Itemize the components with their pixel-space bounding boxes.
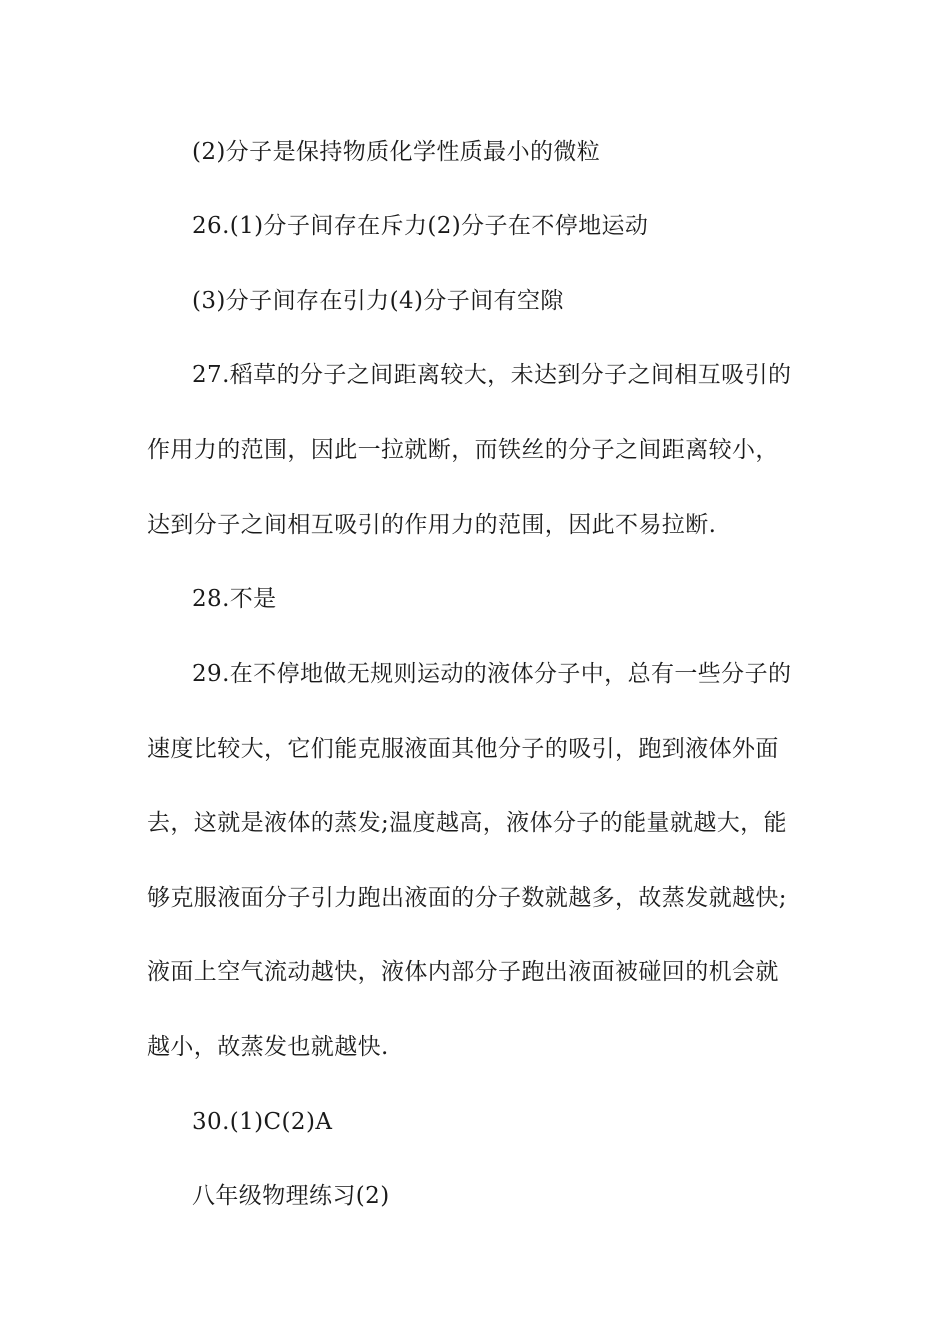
answer-29-line-4: 够克服液面分子引力跑出液面的分子数就越多，故蒸发就越快; <box>147 885 787 911</box>
answer-29-line-2: 速度比较大，它们能克服液面其他分子的吸引，跑到液体外面 <box>147 736 779 762</box>
answer-27-line-2: 作用力的范围，因此一拉就断，而铁丝的分子之间距离较小， <box>147 437 779 463</box>
answer-29-line-5: 液面上空气流动越快，液体内部分子跑出液面被碰回的机会就 <box>147 959 779 985</box>
answer-25-part-2: (2)分子是保持物质化学性质最小的微粒 <box>192 139 601 165</box>
answer-27-line-3: 达到分子之间相互吸引的作用力的范围，因此不易拉断. <box>147 512 717 538</box>
answer-26-line-2: (3)分子间存在引力(4)分子间有空隙 <box>192 288 564 314</box>
answer-29-line-6: 越小，故蒸发也就越快. <box>147 1034 389 1060</box>
answer-26-line-1: 26.(1)分子间存在斥力(2)分子在不停地运动 <box>192 213 649 239</box>
answer-30: 30.(1)C(2)A <box>192 1109 333 1135</box>
answer-29-line-3: 去，这就是液体的蒸发;温度越高，液体分子的能量就越大，能 <box>147 810 787 836</box>
section-heading: 八年级物理练习(2) <box>192 1183 390 1209</box>
answer-29-line-1: 29.在不停地做无规则运动的液体分子中，总有一些分子的 <box>192 661 792 687</box>
answer-27-line-1: 27.稻草的分子之间距离较大，未达到分子之间相互吸引的 <box>192 362 792 388</box>
answer-28: 28.不是 <box>192 586 277 612</box>
